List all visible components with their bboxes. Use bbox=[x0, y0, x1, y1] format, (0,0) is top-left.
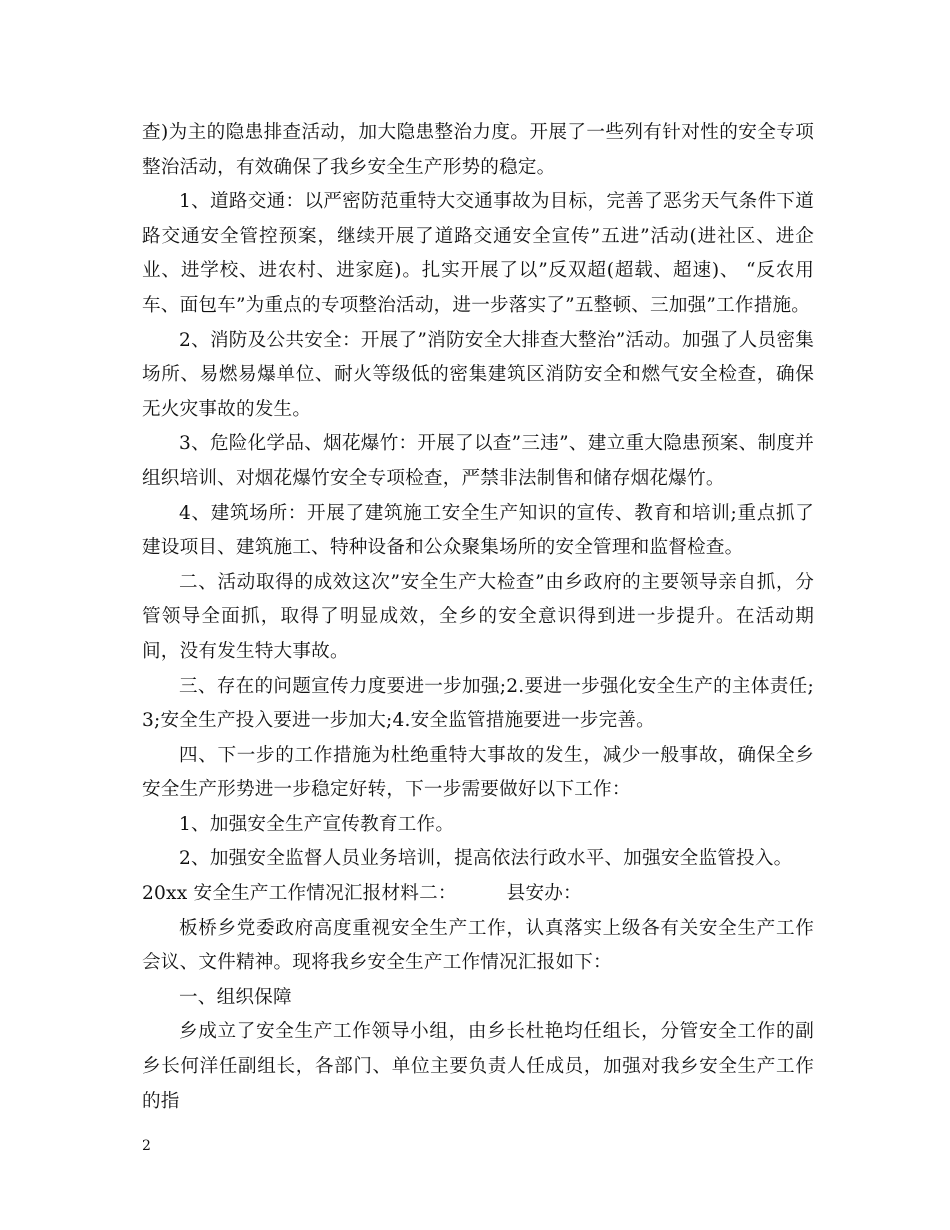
paragraph-problems: 三、存在的问题宣传力度要进一步加强;2.要进一步强化安全生产的主体责任;3;安全生产投入要进一步加大;4.安全监管措施要进一步完善。 bbox=[142, 675, 814, 732]
material-heading-office: 县安办： bbox=[506, 883, 582, 905]
paragraph-achievements: 二、活动取得的成效这次”安全生产大检查”由乡政府的主要领导亲自抓，分管领导全面抓，取得了明显成效，全乡的安全意识得到进一步提升。在活动期间，没有发生特大事故。 bbox=[142, 571, 814, 662]
paragraph-construction-sites: 4、建筑场所：开展了建筑施工安全生产知识的宣传、教育和培训;重点抓了建设项目、建筑施工、特种设备和公众聚集场所的安全管理和监督检查。 bbox=[142, 502, 814, 559]
paragraph-fire-safety: 2、消防及公共安全：开展了”消防安全大排查大整治”活动。加强了人员密集场所、易燃易爆单位、耐火等级低的密集建筑区消防安全和燃气安全检查，确保无火灾事故的发生。 bbox=[142, 329, 814, 420]
paragraph-road-traffic: 1、道路交通：以严密防范重特大交通事故为目标，完善了恶劣天气条件下道路交通安全管控预案，继续开展了道路交通安全宣传”五进”活动(进社区、进企业、进学校、进农村、进家庭)。扎实开展了以”反双超(超载、超速)、 “反农用车、面包车”为重点的专项整治活动，进一步落实了”五整顿、三加强”工作措施。 bbox=[142, 191, 814, 316]
paragraph-next-steps: 四、下一步的工作措施为杜绝重特大事故的发生，减少一般事故，确保全乡安全生产形势进一步稳定好转，下一步需要做好以下工作： bbox=[142, 744, 814, 801]
paragraph-hazardous-chemicals: 3、危险化学品、烟花爆竹：开展了以查”三违”、建立重大隐患预案、制度并组织培训、对烟花爆竹安全专项检查，严禁非法制售和储存烟花爆竹。 bbox=[142, 433, 814, 489]
paragraph-intro: 板桥乡党委政府高度重视安全生产工作，认真落实上级各有关安全生产工作会议、文件精神。现将我乡安全生产工作情况汇报如下： bbox=[142, 917, 814, 974]
paragraph-step-2: 2、加强安全监督人员业务培训，提高依法行政水平、加强安全监管投入。 bbox=[179, 848, 793, 870]
paragraph-section-organization: 一、组织保障 bbox=[179, 986, 292, 1008]
paragraph-step-1: 1、加强安全生产宣传教育工作。 bbox=[179, 813, 455, 835]
paragraph-leadership-group: 乡成立了安全生产工作领导小组，由乡长杜艳均任组长，分管安全工作的副乡长何洋任副组长，各部门、单位主要负责人任成员，加强对我乡安全生产工作的指 bbox=[142, 1021, 814, 1112]
document-body bbox=[142, 116, 814, 1119]
paragraph-hazard-inspection: 查)为主的隐患排查活动，加大隐患整治力度。开展了一些列有针对性的安全专项整治活动，有效确保了我乡安全生产形势的稳定。 bbox=[142, 122, 814, 178]
material-heading bbox=[142, 877, 814, 912]
page-number: 2 bbox=[142, 1138, 151, 1154]
material-heading-title: 20xx 安全生产工作情况汇报材料二： bbox=[142, 883, 457, 905]
